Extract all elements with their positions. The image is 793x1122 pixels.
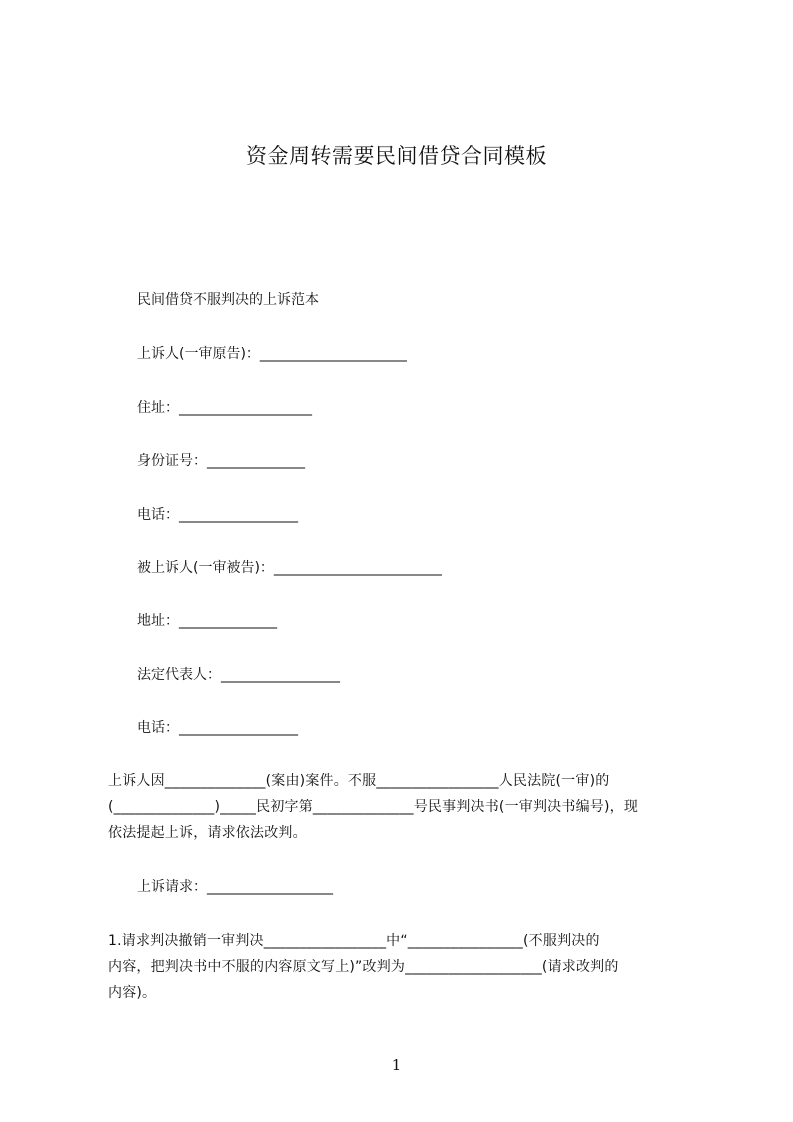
address-field: 住址：___________________	[137, 400, 312, 416]
document-subtitle: 民间借贷不服判决的上诉范本	[137, 292, 319, 308]
legal-representative-field: 法定代表人：_________________	[137, 667, 340, 683]
request-item-line: 1.请求判决撤销一审判决_________________中“________________(不服判决的	[108, 933, 600, 949]
appellant-field: 上诉人(一审原告)：_____________________	[137, 346, 407, 362]
appellee-address-field: 地址：______________	[137, 613, 277, 629]
request-item-line: 内容)。	[108, 985, 157, 1001]
id-number-field: 身份证号：______________	[137, 453, 305, 469]
appellant-phone-field: 电话：_________________	[137, 507, 298, 523]
appellee-phone-field: 电话：_________________	[137, 720, 298, 736]
case-paragraph	[108, 768, 700, 846]
page-number: 1	[391, 1056, 402, 1074]
case-paragraph-line: (______________)_____民初字第______________号民事判决书(一审判决书编号)，现	[108, 799, 639, 815]
case-paragraph-line: 依法提起上诉，请求依法改判。	[108, 825, 307, 841]
appellee-field: 被上诉人(一审被告)：________________________	[137, 560, 442, 576]
case-paragraph-line: 上诉人因______________(案由)案件。不服_________________人民法院(一审)的	[108, 773, 610, 789]
appeal-request-item-1	[108, 928, 700, 1006]
request-item-line: 内容，把判决书中不服的内容原文写上)”改判为___________________(请求改判的	[108, 959, 619, 975]
document-title: 资金周转需要民间借贷合同模板	[246, 144, 547, 168]
appeal-request-heading: 上诉请求：__________________	[137, 879, 333, 895]
